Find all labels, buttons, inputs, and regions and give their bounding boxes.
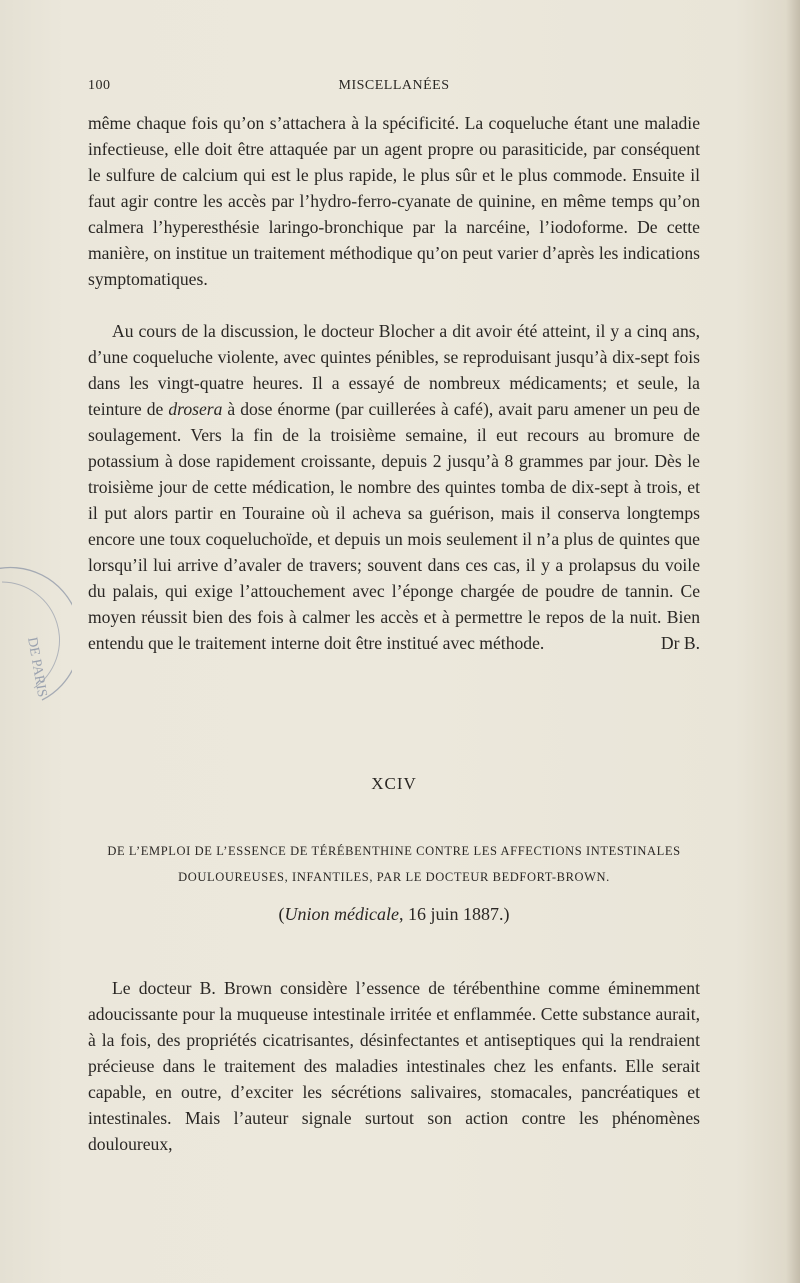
paragraph-text-continued: à dose énorme (par cuillerées à café), avait paru amener un peu de soulagement. Vers la fin de la troisième semaine, il eut recours au bromure de potassium à dose rapidement croissante, depuis 2 jusqu’à 8 grammes par jour. Dès le troisième jour de cette médication, le nombre des quintes tomba de dix-sept à trois, et il put alors partir en Touraine où il acheva sa guérison, mais il conserva longtemps encore une toux coqueluchoïde, et depuis un mois seulement il n’a plus de quintes que lorsqu’il lui arrive d’avaler de travers; souvent dans ces cas, il y a prolapsus du voile du palais, qui exige l’attouchement avec l’éponge chargée de poudre de tannin. Ce moyen réussit bien des fois à calmer les accès et à permettre le repos de la nuit. Bien entendu que le traitement interne doit être institué avec méthode. <box>88 399 700 653</box>
stamp-text: DE PARIS <box>24 636 50 699</box>
page-edge-shadow <box>786 0 800 1283</box>
section-title-line-2: DOULOUREUSES, INFANTILES, PAR LE DOCTEUR BEDFORT-BROWN. <box>178 870 610 884</box>
signature: Dr B. <box>660 633 700 653</box>
section-title <box>88 838 700 890</box>
source-open-paren: ( <box>278 904 285 924</box>
source-date: , 16 juin 1887.) <box>398 904 510 924</box>
paragraph-continued: même chaque fois qu’on s’attachera à la spécificité. La coqueluche étant une maladie infectieuse, elle doit être attaquée par un agent propre ou parasiticide, par conséquent le sulfure de calcium qui est le plus rapide, le plus sûr et le plus commode. Ensuite il faut agir contre les accès par l’hydro-ferro-cyanate de quinine, en même temps qu’on calmera l’hyperesthésie laringo-bronchique par la narcéine, l’iodoforme. De cette manière, on institue un traitement méthodique qu’on peut varier d’après les indications symptomatiques. <box>88 113 700 289</box>
italic-term: drosera <box>168 399 223 419</box>
paragraph-blocher <box>88 318 700 656</box>
source-citation <box>88 904 700 925</box>
page-number: 100 <box>88 78 111 93</box>
paragraph-brown: Le docteur B. Brown considère l’essence de térébenthine comme éminemment adoucissante pour la muqueuse intestinale irritée et enflammée. Cette substance aurait, à la fois, des propriétés cicatrisantes, désinfectantes et antiseptiques qui la rendraient précieuse dans le traitement des maladies intestinales chez les enfants. Elle serait capable, en outre, d’exciter les sécrétions salivaires, stomacales, pancréatiques et intestinales. Mais l’auteur signale surtout son action contre les phénomènes douloureux, <box>88 978 700 1154</box>
source-journal: Union médicale <box>284 904 399 924</box>
running-head: MISCELLANÉES <box>338 78 450 93</box>
section-title-line-1: DE L’EMPLOI DE L’ESSENCE DE TÉRÉBENTHINE CONTRE LES AFFECTIONS INTESTINALES <box>107 844 681 858</box>
paragraph-text: Au cours de la discussion, le docteur Blocher a dit avoir été atteint, il y a cinq ans, d’une coqueluche violente, avec quintes pénibles, se reproduisant jusqu’à dix-sept fois dans les vingt-quatre heures. Il a essayé de nombreux médicaments; et seule, la teinture de <box>88 321 700 419</box>
page-header <box>88 78 700 98</box>
section-number: XCIV <box>371 774 417 793</box>
library-stamp-icon <box>0 560 72 710</box>
